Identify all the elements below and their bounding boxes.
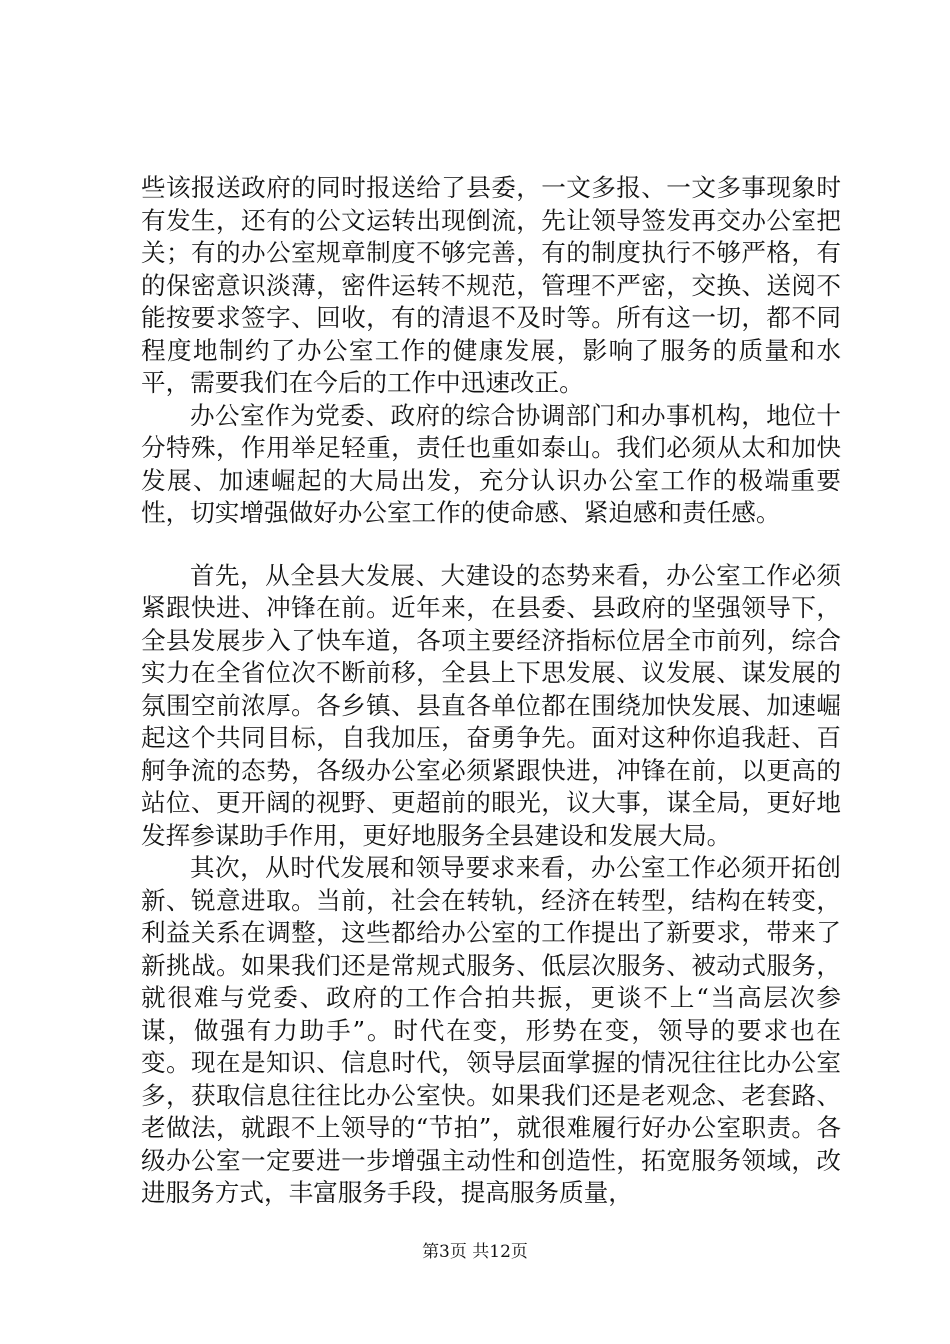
- paragraph-spacer: [141, 530, 841, 560]
- body-text: [141, 172, 841, 1210]
- page-number-footer: 第3页 共12页: [422, 1242, 528, 1262]
- paragraph-second-point: 其次，从时代发展和领导要求来看，办公室工作必须开拓创新、锐意进取。当前，社会在转轨，经济在转型，结构在转变，利益关系在调整，这些都给办公室的工作提出了新要求，带来了新挑战。如果我们还是常规式服务、低层次服务、被动式服务，就很难与党委、政府的工作合拍共振，更谈不上“当高层次参谋，做强有力助手”。时代在变，形势在变，领导的要求也在变。现在是知识、信息时代，领导层面掌握的情况往往比办公室多，获取信息往往比办公室快。如果我们还是老观念、老套路、老做法，就跟不上领导的“节拍”，就很难履行好办公室职责。各级办公室一定要进一步增强主动性和创造性，拓宽服务领域，改进服务方式，丰富服务手段，提高服务质量，: [141, 853, 841, 1207]
- paragraph-first-point: 首先，从全县大发展、大建设的态势来看，办公室工作必须紧跟快进、冲锋在前。近年来，在县委、县政府的坚强领导下，全县发展步入了快车道，各项主要经济指标位居全市前列，综合实力在全省位次不断前移，全县上下思发展、议发展、谋发展的氛围空前浓厚。各乡镇、县直各单位都在围绕加快发展、加速崛起这个共同目标，自我加压，奋勇争先。面对这种你追我赶、百舸争流的态势，各级办公室必须紧跟快进，冲锋在前，以更高的站位、更开阔的视野、更超前的眼光，议大事，谋全局，更好地发挥参谋助手作用，更好地服务全县建设和发展大局。: [141, 560, 841, 850]
- paragraph-office-role: 办公室作为党委、政府的综合协调部门和办事机构，地位十分特殊，作用举足轻重，责任也重如泰山。我们必须从太和加快发展、加速崛起的大局出发，充分认识办公室工作的极端重要性，切实增强做好办公室工作的使命感、紧迫感和责任感。: [141, 400, 841, 527]
- paragraph-continuation: 些该报送政府的同时报送给了县委，一文多报、一文多事现象时有发生，还有的公文运转出现倒流，先让领导签发再交办公室把关；有的办公室规章制度不够完善，有的制度执行不够严格，有的保密意识淡薄，密件运转不规范，管理不严密，交换、送阅不能按要求签字、回收，有的清退不及时等。所有这一切，都不同程度地制约了办公室工作的健康发展，影响了服务的质量和水平，需要我们在今后的工作中迅速改正。: [141, 173, 841, 397]
